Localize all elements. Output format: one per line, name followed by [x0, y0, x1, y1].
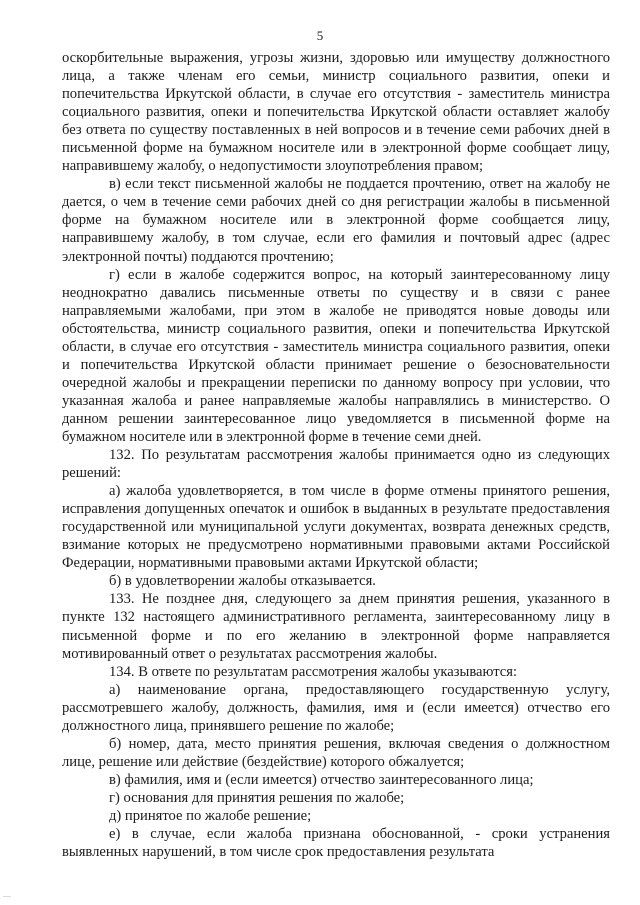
paragraph-clause-134-d: д) принятое по жалобе решение; — [109, 807, 312, 824]
scan-artifact — [3, 896, 11, 897]
paragraph-clause-134-g: г) основания для принятия решения по жалобе; — [109, 789, 405, 806]
paragraph-item-v: в) если текст письменной жалобы не поддается прочтению, ответ на жалобу не дается, о чем в течение семи рабочих дней со дня регистрации жалобы в письменной форме на бумажном носителе или в электронной форме сообщается лицу, направившему жалобу, в том случае, если его фамилия и почтовый адрес (адрес электронной почты) поддаются прочтению; — [62, 176, 610, 265]
paragraph-clause-132: 132. По результатам рассмотрения жалобы принимается одно из следующих решений: — [62, 447, 610, 482]
document-body — [62, 49, 610, 861]
paragraph-clause-134-b: б) номер, дата, место принятия решения, включая сведения о должностном лице, решение или действие (бездействие) которого обжалуется; — [62, 735, 610, 770]
paragraph-item-g: г) если в жалобе содержится вопрос, на который заинтересованному лицу неоднократно давались письменные ответы по существу и в связи с ранее направляемыми жалобами, при этом в жалобе не приводятся новые доводы или обстоятельства, министр социального развития, опеки и попечительства Иркутской области, в случае его отсутствия - заместитель министра социального развития, опеки и попечительства Иркутской области принимает решение о безосновательности очередной жалобы и прекращении переписки по данному вопросу при условии, что указанная жалоба и ранее направляемые жалобы направлялись в министерство. О данном решении заинтересованное лицо уведомляется в письменной форме на бумажном носителе или в электронной форме в течение семи дней. — [62, 266, 610, 445]
paragraph-clause-132-a: а) жалоба удовлетворяется, в том числе в форме отмены принятого решения, исправления допущенных опечаток и ошибок в выданных в результате предоставления государственной или муниципальной услуги документах, возврата денежных средств, взимание которых не предусмотрено нормативными правовыми актами Российской Федерации, нормативными правовыми актами Иркутской области; — [62, 483, 610, 572]
paragraph-clause-133: 133. Не позднее дня, следующего за днем принятия решения, указанного в пункте 132 настоящего административного регламента, заинтересованному лицу в письменной форме и по его желанию в электронной форме направляется мотивированный ответ о результатах рассмотрения жалобы. — [62, 591, 610, 662]
page-number: 5 — [316, 28, 324, 43]
paragraph-continuation: оскорбительные выражения, угрозы жизни, здоровью или имуществу должностного лица, а также членам его семьи, министр социального развития, опеки и попечительства Иркутской области, в случае его отсутствия - заместитель министра социального развития, опеки и попечительства Иркутской области оставляет жалобу без ответа по существу поставленных в ней вопросов и в течение семи рабочих дней в письменной форме на бумажном носителе или в электронной форме сообщает лицу, направившему жалобу, о недопустимости злоупотребления правом; — [62, 50, 610, 175]
paragraph-clause-134-e: е) в случае, если жалоба признана обоснованной, - сроки устранения выявленных нарушений, в том числе срок предоставления результата — [62, 826, 610, 861]
paragraph-clause-132-b: б) в удовлетворении жалобы отказывается. — [109, 573, 376, 590]
paragraph-clause-134-a: а) наименование органа, предоставляющего государственную услугу, рассмотревшего жалобу, должность, фамилия, имя и (если имеется) отчество его должностного лица, принявшего решение по жалобе; — [62, 681, 610, 734]
paragraph-clause-134: 134. В ответе по результатам рассмотрения жалобы указываются: — [109, 663, 518, 680]
paragraph-clause-134-v: в) фамилия, имя и (если имеется) отчество заинтересованного лица; — [109, 771, 534, 788]
